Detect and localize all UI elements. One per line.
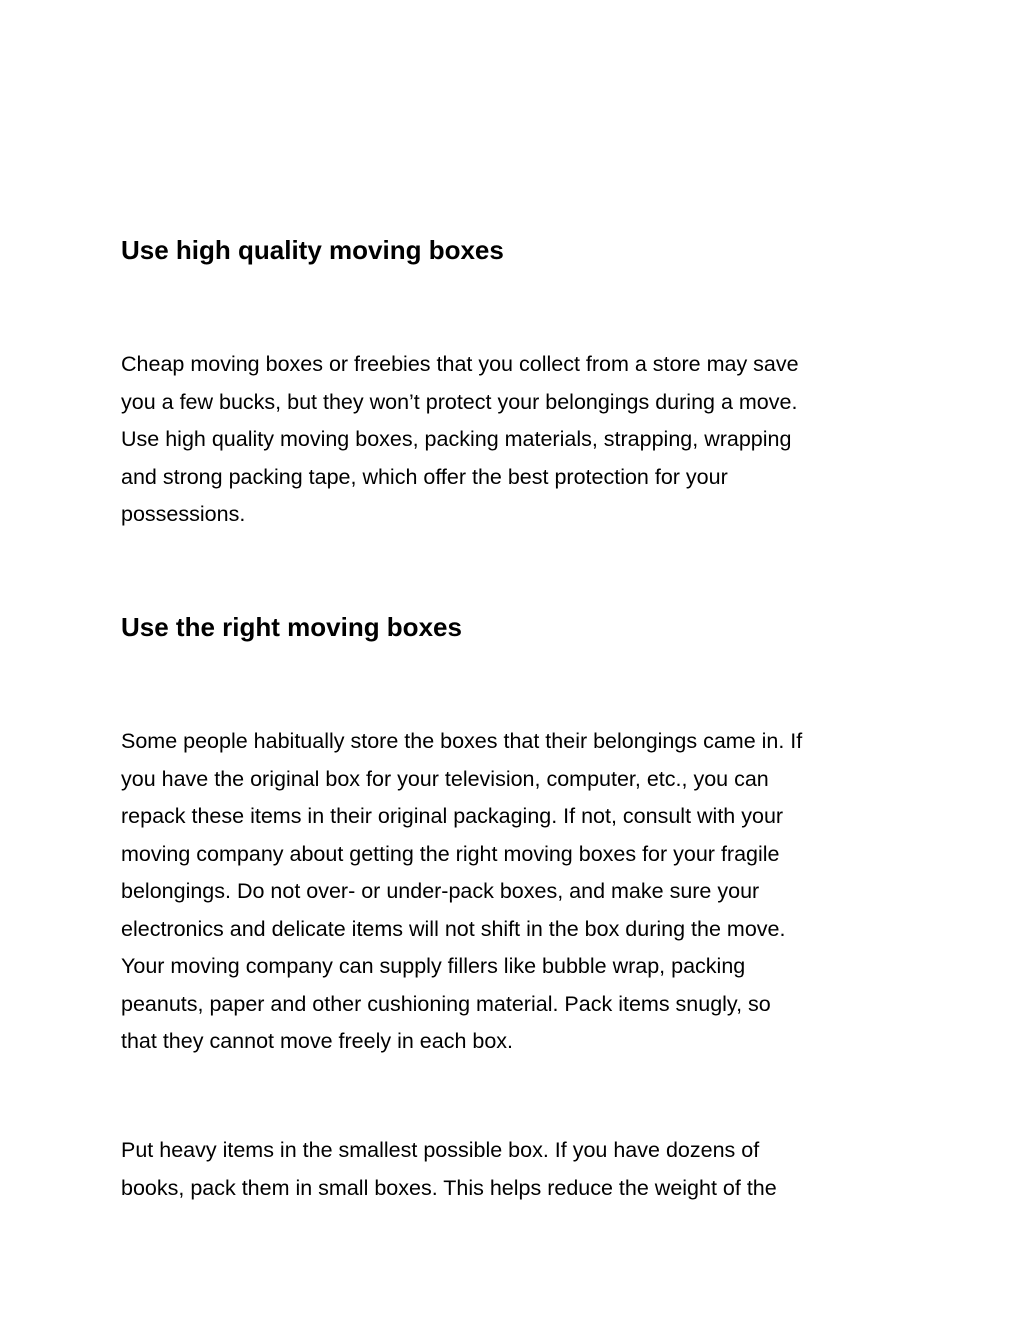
section-heading-text: Use high quality moving boxes [121, 235, 504, 265]
paragraph-line: peanuts, paper and other cushioning material. Pack items snugly, so [121, 991, 771, 1016]
paragraph-line: that they cannot move freely in each box. [121, 1029, 514, 1053]
paragraph-line: you a few bucks, but they won’t protect your belongings during a move. [121, 389, 798, 414]
paragraph-line: Your moving company can supply fillers like bubble wrap, packing [121, 954, 746, 978]
section-heading-high-quality [121, 234, 911, 266]
paragraph-line: belongings. Do not over- or under-pack boxes, and make sure your [121, 879, 760, 903]
paragraph-line: Cheap moving boxes or freebies that you collect from a store may save [121, 352, 799, 376]
paragraph-line: Some people habitually store the boxes that their belongings came in. If [121, 729, 803, 753]
paragraph-line: moving company about getting the right moving boxes for your fragile [121, 841, 780, 866]
paragraph-line: books, pack them in small boxes. This helps reduce the weight of the [121, 1175, 777, 1200]
paragraph-line: Put heavy items in the smallest possible box. If you have dozens of [121, 1138, 760, 1162]
paragraph-cheap-boxes [121, 346, 911, 534]
paragraph-line: and strong packing tape, which offer the best protection for your [121, 464, 728, 489]
paragraph-line: repack these items in their original packaging. If not, consult with your [121, 804, 784, 828]
paragraph-line: electronics and delicate items will not shift in the box during the move. [121, 916, 786, 941]
paragraph-line: Use high quality moving boxes, packing materials, strapping, wrapping [121, 427, 792, 451]
paragraph-line: you have the original box for your television, computer, etc., you can [121, 766, 769, 791]
paragraph-original-boxes [121, 723, 911, 1061]
paragraph-line: possessions. [121, 502, 246, 526]
section-heading-right-boxes [121, 611, 911, 643]
section-heading-text: Use the right moving boxes [121, 612, 462, 642]
paragraph-heavy-items [121, 1132, 911, 1207]
